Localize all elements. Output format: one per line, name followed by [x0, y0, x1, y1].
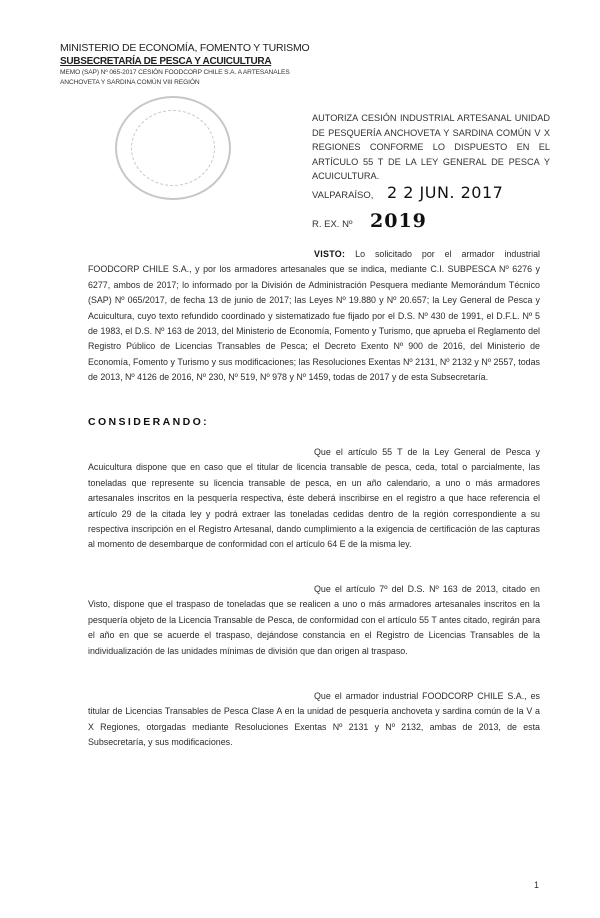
page-number: 1	[534, 880, 540, 890]
stamp-inner-ring	[131, 110, 215, 186]
considerando-paragraph	[88, 582, 540, 659]
considerando-paragraph	[88, 445, 540, 553]
rex-number: 2019	[370, 210, 427, 232]
place-label: VALPARAÍSO,	[312, 190, 374, 201]
rex-label: R. EX. Nº	[312, 219, 353, 230]
considerando-text: Que el artículo 7º del D.S. Nº 163 de 2013, citado en Visto, dispone que el traspaso de toneladas que se realicen a uno o más armadores artesanales inscritos en la pesquería objeto de la Licencia Transable de Pesca, de conformidad con el artículo 55 T antes citado, regirán para el año en que se acuerde el traspaso, dejándose constancia en el Registro de Licencias Transables de la individualización de las unidades mínimas de división que dan origen al traspaso.	[88, 584, 540, 656]
letterhead	[60, 42, 320, 88]
visto-paragraph	[88, 247, 540, 386]
subsecretaria-name: SUBSECRETARÍA DE PESCA Y ACUICULTURA	[60, 56, 272, 67]
considerando-paragraph	[88, 689, 540, 751]
resolution-title: AUTORIZA CESIÓN INDUSTRIAL ARTESANAL UNIDAD DE PESQUERÍA ANCHOVETA Y SARDINA COMÚN V X REGIONES CONFORME LO DISPUESTO EN EL ARTÍCULO 55 T DE LA LEY GENERAL DE PESCA Y ACUICULTURA.	[312, 113, 550, 181]
visto-keyword: VISTO:	[314, 249, 346, 259]
memo-reference-subject: ANCHOVETA Y SARDINA COMÚN VIII REGIÓN	[60, 79, 200, 86]
ministry-name: MINISTERIO DE ECONOMÍA, FOMENTO Y TURISMO	[60, 42, 310, 54]
visto-text: Lo solicitado por el armador industrial FOODCORP CHILE S.A., y por los armadores artesanales que se indica, mediante C.I. SUBPESCA Nº 6276 y 6277, ambos de 2017; lo informado por la División de Administración Pesquera mediante Memorándum Técnico (SAP) Nº 065/2017, de fecha 13 de junio de 2017; las Leyes Nº 19.880 y Nº 20.657; la Ley General de Pesca y Acuicultura, cuyo texto refundido coordinado y sistematizado fue fijado por el D.S. Nº 430 de 1991, el D.F.L. Nº 5 de 1983, el D.S. Nº 163 de 2013, del Ministerio de Economía, Fomento y Turismo, que aprueba el Reglamento del Registro Público de Licencias Transables de Pesca; el Decreto Exento Nº 900 de 2016, del Ministerio de Economía, Fomento y Turismo y sus modificaciones; las Resoluciones Exentas Nº 2131, Nº 2132 y Nº 2557, todas de 2013, Nº 4126 de 2016, Nº 230, Nº 519, Nº 978 y Nº 1459, todas de 2017 y de esta Subsecretaría.	[88, 249, 541, 383]
resolution-date: 2 2 JUN. 2017	[387, 183, 504, 202]
considerando-text: Que el artículo 55 T de la Ley General de Pesca y Acuicultura dispone que en caso que el titular de licencia transable de pesca, ceda, total o parcialmente, las toneladas que represente su licencia transable de pesca, en un año calendario, a uno o más armadores artesanales inscritos en la pesquería respectiva, éste deberá inscribirse en el registro a que hace referencia el artículo 29 de la citada ley y podrá extraer las toneladas cedidas dentro de la región correspondiente a su respectiva inscripción en el Registro Artesanal, dando cumplimiento a la exigencia de certificación de las capturas al momento de desembarque de conformidad con el artículo 64 E de la misma ley.	[88, 447, 540, 550]
memo-reference: MEMO (SAP) Nº 065-2017 CESIÓN FOODCORP CHILE S.A. A ARTESANALES	[60, 69, 290, 76]
resolution-number-line	[312, 210, 427, 232]
place-date-line	[312, 183, 503, 202]
considerando-heading: CONSIDERANDO:	[88, 416, 210, 428]
considerando-text: Que el armador industrial FOODCORP CHILE S.A., es titular de Licencias Transables de Pesca Clase A en la unidad de pesquería anchoveta y sardina común de la V a X Regiones, otorgadas mediante Resoluciones Exentas Nº 2131 y Nº 2132, ambas de 2013, de esta Subsecretaría, y sus modificaciones.	[88, 691, 540, 748]
official-stamp-seal	[115, 96, 231, 200]
